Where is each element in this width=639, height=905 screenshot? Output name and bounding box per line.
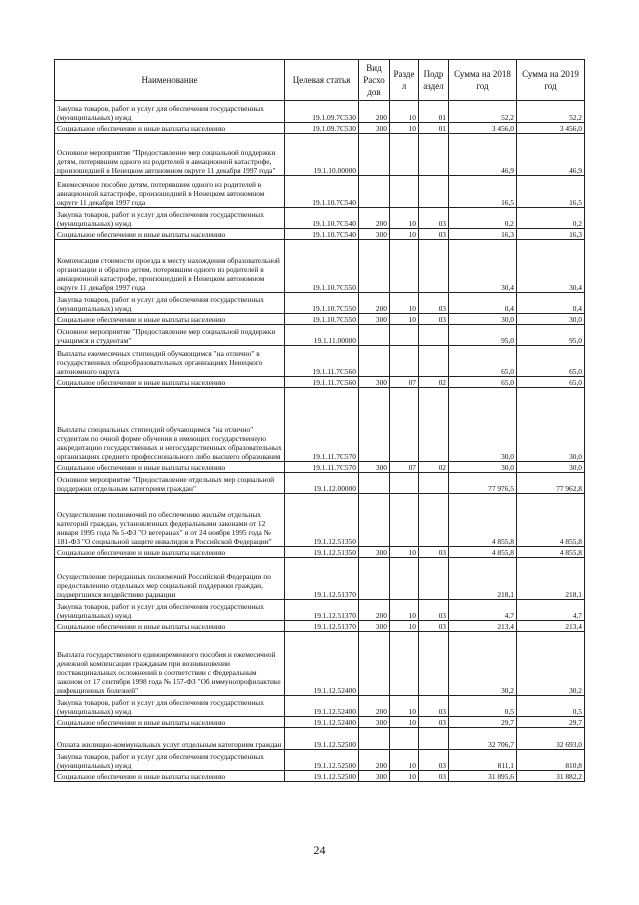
- table-row: [55, 388, 585, 462]
- header-section: Разде л: [390, 60, 419, 101]
- table-cell-name: Социальное обеспечение и иные выплаты населению: [55, 547, 285, 558]
- table-row: [55, 346, 585, 377]
- table-cell-section: [390, 388, 419, 462]
- table-cell-sum-2018: 52,2: [449, 101, 517, 123]
- table-cell-target-article: 19.1.09.7С530: [285, 123, 359, 134]
- table-cell-name: Закупка товаров, работ и услуг для обеспечения государственных (муниципальных) нужд: [55, 696, 285, 717]
- table-cell-expense-type: 300: [359, 377, 390, 388]
- table-cell-expense-type: [359, 325, 390, 346]
- table-cell-expense-type: 300: [359, 717, 390, 728]
- table-cell-section: 10: [390, 717, 419, 728]
- table-cell-sum-2019: 30,0: [517, 388, 585, 462]
- table-cell-subsection: 01: [419, 123, 449, 134]
- table-cell-target-article: 19.1.12.52400: [285, 696, 359, 717]
- table-cell-name: Компенсация стоимости проезда к месту нахождения образовательной организации и обратно детям, потерявшим одного из родителей в авиационной катастрофе, произошедшей в Ненецком автономном округе 11 декабря 1997 года: [55, 240, 285, 293]
- table-cell-sum-2018: 30,0: [449, 388, 517, 462]
- table-cell-section: 07: [390, 462, 419, 473]
- table-cell-sum-2018: 29,7: [449, 717, 517, 728]
- table-cell-subsection: 03: [419, 600, 449, 621]
- table-row: [55, 101, 585, 123]
- table-cell-sum-2019: 95,0: [517, 325, 585, 346]
- table-cell-target-article: 19.1.10.7С550: [285, 314, 359, 325]
- table-cell-target-article: 19.1.12.52500: [285, 728, 359, 750]
- table-cell-section: 10: [390, 293, 419, 314]
- table-cell-section: 10: [390, 696, 419, 717]
- table-cell-expense-type: 300: [359, 621, 390, 632]
- table-cell-subsection: [419, 325, 449, 346]
- table-cell-name: Социальное обеспечение и иные выплаты населению: [55, 229, 285, 240]
- table-cell-expense-type: 300: [359, 547, 390, 558]
- table-cell-sum-2019: 46,9: [517, 134, 585, 176]
- table-cell-subsection: [419, 176, 449, 208]
- table-cell-name: Социальное обеспечение и иные выплаты населению: [55, 717, 285, 728]
- table-cell-name: Осуществление полномочий по обеспечению жильём отдельных категорий граждан, установленных федеральными законами от 12 января 1995 года № 5-ФЗ "О ветеранах" и от 24 ноября 1995 года № 181-ФЗ "О социальной защите инвалидов в Российской Федерации": [55, 494, 285, 547]
- table-row: [55, 547, 585, 558]
- table-row: [55, 717, 585, 728]
- table-cell-subsection: 03: [419, 771, 449, 782]
- table-cell-expense-type: 300: [359, 771, 390, 782]
- table-cell-sum-2018: 30,0: [449, 462, 517, 473]
- table-cell-sum-2018: 218,1: [449, 558, 517, 600]
- table-cell-name: Закупка товаров, работ и услуг для обеспечения государственных (муниципальных) нужд: [55, 101, 285, 123]
- table-cell-target-article: 19.1.12.52400: [285, 717, 359, 728]
- table-cell-name: Социальное обеспечение и иные выплаты населению: [55, 123, 285, 134]
- table-row: [55, 750, 585, 771]
- table-cell-section: [390, 176, 419, 208]
- table-cell-subsection: [419, 728, 449, 750]
- table-row: [55, 208, 585, 229]
- table-cell-section: [390, 473, 419, 494]
- table-cell-subsection: [419, 240, 449, 293]
- table-cell-sum-2019: 3 456,0: [517, 123, 585, 134]
- table-cell-sum-2018: 4 855,8: [449, 494, 517, 547]
- table-cell-sum-2018: 46,9: [449, 134, 517, 176]
- table-cell-subsection: 02: [419, 377, 449, 388]
- table-cell-section: [390, 494, 419, 547]
- table-row: [55, 494, 585, 547]
- table-cell-sum-2019: 52,2: [517, 101, 585, 123]
- table-cell-subsection: [419, 346, 449, 377]
- table-cell-target-article: 19.1.11.00000: [285, 325, 359, 346]
- table-cell-sum-2018: 30,4: [449, 240, 517, 293]
- table-cell-expense-type: 300: [359, 462, 390, 473]
- table-cell-target-article: 19.1.12.52400: [285, 632, 359, 696]
- table-cell-section: [390, 325, 419, 346]
- table-cell-sum-2019: 0,4: [517, 293, 585, 314]
- table-cell-target-article: 19.1.11.7С560: [285, 377, 359, 388]
- table-cell-expense-type: 200: [359, 600, 390, 621]
- table-cell-section: 10: [390, 314, 419, 325]
- table-cell-subsection: 03: [419, 547, 449, 558]
- table-cell-name: Социальное обеспечение и иные выплаты населению: [55, 462, 285, 473]
- table-cell-subsection: 02: [419, 462, 449, 473]
- table-cell-target-article: 19.1.09.7С530: [285, 101, 359, 123]
- header-target-article: Целевая статья: [285, 60, 359, 101]
- table-cell-target-article: 19.1.12.52500: [285, 750, 359, 771]
- table-cell-sum-2019: 0,5: [517, 696, 585, 717]
- table-cell-name: Закупка товаров, работ и услуг для обеспечения государственных (муниципальных) нужд: [55, 208, 285, 229]
- table-cell-sum-2018: 65,0: [449, 346, 517, 377]
- header-expense-type: Вид Расхо дов: [359, 60, 390, 101]
- table-cell-subsection: 03: [419, 696, 449, 717]
- table-cell-target-article: 19.1.10.00000: [285, 134, 359, 176]
- table-row: [55, 462, 585, 473]
- table-cell-section: [390, 240, 419, 293]
- table-cell-sum-2018: 95,0: [449, 325, 517, 346]
- table-row: [55, 293, 585, 314]
- table-cell-sum-2018: 0,2: [449, 208, 517, 229]
- table-row: [55, 696, 585, 717]
- table-cell-name: Основное мероприятие "Предоставление мер социальной поддержки учащимся и студентам": [55, 325, 285, 346]
- table-cell-target-article: 19.1.12.51370: [285, 600, 359, 621]
- table-cell-section: 10: [390, 600, 419, 621]
- table-cell-section: [390, 632, 419, 696]
- table-cell-section: [390, 346, 419, 377]
- table-cell-target-article: 19.1.12.00000: [285, 473, 359, 494]
- table-cell-name: Закупка товаров, работ и услуг для обеспечения государственных (муниципальных) нужд: [55, 293, 285, 314]
- table-cell-subsection: [419, 388, 449, 462]
- table-cell-subsection: 03: [419, 208, 449, 229]
- table-cell-section: 10: [390, 547, 419, 558]
- table-cell-sum-2018: 3 456,0: [449, 123, 517, 134]
- table-cell-sum-2018: 65,0: [449, 377, 517, 388]
- table-cell-subsection: [419, 134, 449, 176]
- table-cell-sum-2018: 31 895,6: [449, 771, 517, 782]
- table-row: [55, 176, 585, 208]
- table-cell-expense-type: 300: [359, 229, 390, 240]
- table-cell-name: Ежемесячное пособие детям, потерявшим одного из родителей в авиационной катастрофе, произошедшей в Ненецком автономном округе 11 декабря 1997 года: [55, 176, 285, 208]
- table-cell-section: [390, 558, 419, 600]
- table-cell-section: 10: [390, 229, 419, 240]
- table-cell-sum-2018: 30,0: [449, 314, 517, 325]
- table-cell-section: 10: [390, 208, 419, 229]
- table-cell-sum-2019: 30,0: [517, 314, 585, 325]
- table-cell-target-article: 19.1.11.7С560: [285, 346, 359, 377]
- table-cell-subsection: [419, 558, 449, 600]
- table-row: [55, 558, 585, 600]
- table-cell-name: Основное мероприятие "Предоставление мер социальной поддержки детям, потерявшим одного из родителей в авиационной катастрофе, произошедшей в Ненецком автономном округе 11 декабря 1997 года": [55, 134, 285, 176]
- table-cell-sum-2019: 218,1: [517, 558, 585, 600]
- table-cell-expense-type: [359, 388, 390, 462]
- table-cell-name: Оплата жилищно-коммунальных услуг отдельным категориям граждан: [55, 728, 285, 750]
- table-row: [55, 123, 585, 134]
- table-cell-sum-2019: 65,0: [517, 346, 585, 377]
- table-cell-target-article: 19.1.10.7С540: [285, 208, 359, 229]
- table-cell-expense-type: 200: [359, 208, 390, 229]
- table-cell-sum-2019: 213,4: [517, 621, 585, 632]
- table-cell-expense-type: [359, 558, 390, 600]
- table-cell-sum-2019: 4 855,8: [517, 547, 585, 558]
- table-cell-sum-2019: 77 962,8: [517, 473, 585, 494]
- table-cell-name: Социальное обеспечение и иные выплаты населению: [55, 377, 285, 388]
- table-row: [55, 134, 585, 176]
- table-cell-expense-type: 200: [359, 696, 390, 717]
- table-cell-subsection: 03: [419, 229, 449, 240]
- table-cell-sum-2019: 16,5: [517, 176, 585, 208]
- table-cell-sum-2019: 65,0: [517, 377, 585, 388]
- table-cell-sum-2018: 4,7: [449, 600, 517, 621]
- table-cell-target-article: 19.1.12.51350: [285, 494, 359, 547]
- table-cell-subsection: 03: [419, 750, 449, 771]
- table-row: [55, 473, 585, 494]
- table-cell-name: Выплата государственного единовременного пособия и ежемесячной денежной компенсации гражданам при возникновении поствакцинальных осложнений в соответствии с Федеральным законом от 17 сентября 1998 года № 157-ФЗ "Об иммунопрофилактике инфекционных болезней": [55, 632, 285, 696]
- table-cell-section: [390, 728, 419, 750]
- table-cell-section: 07: [390, 377, 419, 388]
- table-cell-sum-2018: 32 706,7: [449, 728, 517, 750]
- table-cell-sum-2018: 4 855,8: [449, 547, 517, 558]
- table-cell-expense-type: [359, 176, 390, 208]
- table-cell-name: Закупка товаров, работ и услуг для обеспечения государственных (муниципальных) нужд: [55, 750, 285, 771]
- table-cell-subsection: 03: [419, 717, 449, 728]
- table-cell-expense-type: [359, 494, 390, 547]
- table-header-row: [55, 60, 585, 101]
- page-number: 24: [313, 843, 326, 857]
- table-cell-expense-type: 200: [359, 293, 390, 314]
- table-cell-sum-2018: 77 976,5: [449, 473, 517, 494]
- table-cell-target-article: 19.1.12.51370: [285, 558, 359, 600]
- table-cell-name: Закупка товаров, работ и услуг для обеспечения государственных (муниципальных) нужд: [55, 600, 285, 621]
- table-cell-name: Выплаты специальных стипендий обучающимся "на отлично" студентам по очной форме обучения в имеющих государственную аккредитацию государственных и негосударственных образовательных организациях среднего профессионального либо высшего образования: [55, 388, 285, 462]
- table-cell-expense-type: 300: [359, 123, 390, 134]
- table-cell-sum-2019: 32 693,0: [517, 728, 585, 750]
- table-row: [55, 377, 585, 388]
- table-row: [55, 229, 585, 240]
- table-row: [55, 600, 585, 621]
- table-cell-section: [390, 134, 419, 176]
- table-cell-expense-type: 300: [359, 314, 390, 325]
- table-cell-sum-2019: 31 882,2: [517, 771, 585, 782]
- table-cell-target-article: 19.1.12.51370: [285, 621, 359, 632]
- table-cell-sum-2019: 29,7: [517, 717, 585, 728]
- header-sum-2018: Сумма на 2018 год: [449, 60, 517, 101]
- table-cell-section: 10: [390, 750, 419, 771]
- table-cell-target-article: 19.1.10.7С540: [285, 229, 359, 240]
- table-cell-sum-2019: 810,8: [517, 750, 585, 771]
- table-cell-target-article: 19.1.10.7С550: [285, 240, 359, 293]
- table-cell-target-article: 19.1.11.7С570: [285, 462, 359, 473]
- table-cell-subsection: 01: [419, 101, 449, 123]
- table-cell-sum-2019: 16,3: [517, 229, 585, 240]
- table-cell-expense-type: [359, 473, 390, 494]
- table-cell-expense-type: [359, 346, 390, 377]
- table-cell-subsection: [419, 632, 449, 696]
- table-cell-section: 10: [390, 771, 419, 782]
- table-cell-subsection: 03: [419, 293, 449, 314]
- table-cell-sum-2018: 213,4: [449, 621, 517, 632]
- table-row: [55, 240, 585, 293]
- table-cell-sum-2018: 16,3: [449, 229, 517, 240]
- table-cell-name: Социальное обеспечение и иные выплаты населению: [55, 771, 285, 782]
- table-cell-sum-2018: 0,5: [449, 696, 517, 717]
- table-cell-target-article: 19.1.10.7С540: [285, 176, 359, 208]
- budget-table: [54, 59, 585, 782]
- table-cell-expense-type: 200: [359, 101, 390, 123]
- table-cell-subsection: 03: [419, 314, 449, 325]
- table-cell-expense-type: [359, 728, 390, 750]
- table-cell-name: Выплаты ежемесячных стипендий обучающимся "на отлично" в государственных общеобразовательных организациях Ненецкого автономного округа: [55, 346, 285, 377]
- table-cell-target-article: 19.1.11.7С570: [285, 388, 359, 462]
- table-cell-section: 10: [390, 123, 419, 134]
- table-cell-section: 10: [390, 621, 419, 632]
- table-cell-sum-2019: 4 855,8: [517, 494, 585, 547]
- table-cell-sum-2018: 30,2: [449, 632, 517, 696]
- table-cell-name: Социальное обеспечение и иные выплаты населению: [55, 314, 285, 325]
- table-cell-subsection: [419, 494, 449, 547]
- table-cell-expense-type: [359, 632, 390, 696]
- table-cell-subsection: 03: [419, 621, 449, 632]
- header-subsection: Подр аздел: [419, 60, 449, 101]
- table-cell-target-article: 19.1.12.52500: [285, 771, 359, 782]
- table-row: [55, 728, 585, 750]
- table-cell-name: Осуществление переданных полномочий Российской Федерации по предоставлению отдельных мер социальной поддержки граждан, подвергшихся воздействию радиации: [55, 558, 285, 600]
- table-cell-sum-2018: 16,5: [449, 176, 517, 208]
- table-row: [55, 771, 585, 782]
- table-cell-target-article: 19.1.10.7С550: [285, 293, 359, 314]
- table-cell-sum-2019: 4,7: [517, 600, 585, 621]
- table-cell-expense-type: [359, 240, 390, 293]
- table-cell-subsection: [419, 473, 449, 494]
- table-row: [55, 621, 585, 632]
- table-cell-sum-2019: 30,2: [517, 632, 585, 696]
- table-row: [55, 314, 585, 325]
- table-cell-expense-type: [359, 134, 390, 176]
- table-cell-sum-2019: 0,2: [517, 208, 585, 229]
- table-cell-expense-type: 200: [359, 750, 390, 771]
- table-row: [55, 632, 585, 696]
- table-cell-section: 10: [390, 101, 419, 123]
- table-cell-target-article: 19.1.12.51350: [285, 547, 359, 558]
- table-cell-name: Социальное обеспечение и иные выплаты населению: [55, 621, 285, 632]
- table-cell-sum-2019: 30,0: [517, 462, 585, 473]
- header-sum-2019: Сумма на 2019 год: [517, 60, 585, 101]
- table-cell-sum-2018: 811,1: [449, 750, 517, 771]
- table-cell-sum-2018: 0,4: [449, 293, 517, 314]
- table-cell-name: Основное мероприятие "Предоставление отдельных мер социальной поддержки отдельным категориям граждан": [55, 473, 285, 494]
- header-name: Наименование: [55, 60, 285, 101]
- table-cell-sum-2019: 30,4: [517, 240, 585, 293]
- table-row: [55, 325, 585, 346]
